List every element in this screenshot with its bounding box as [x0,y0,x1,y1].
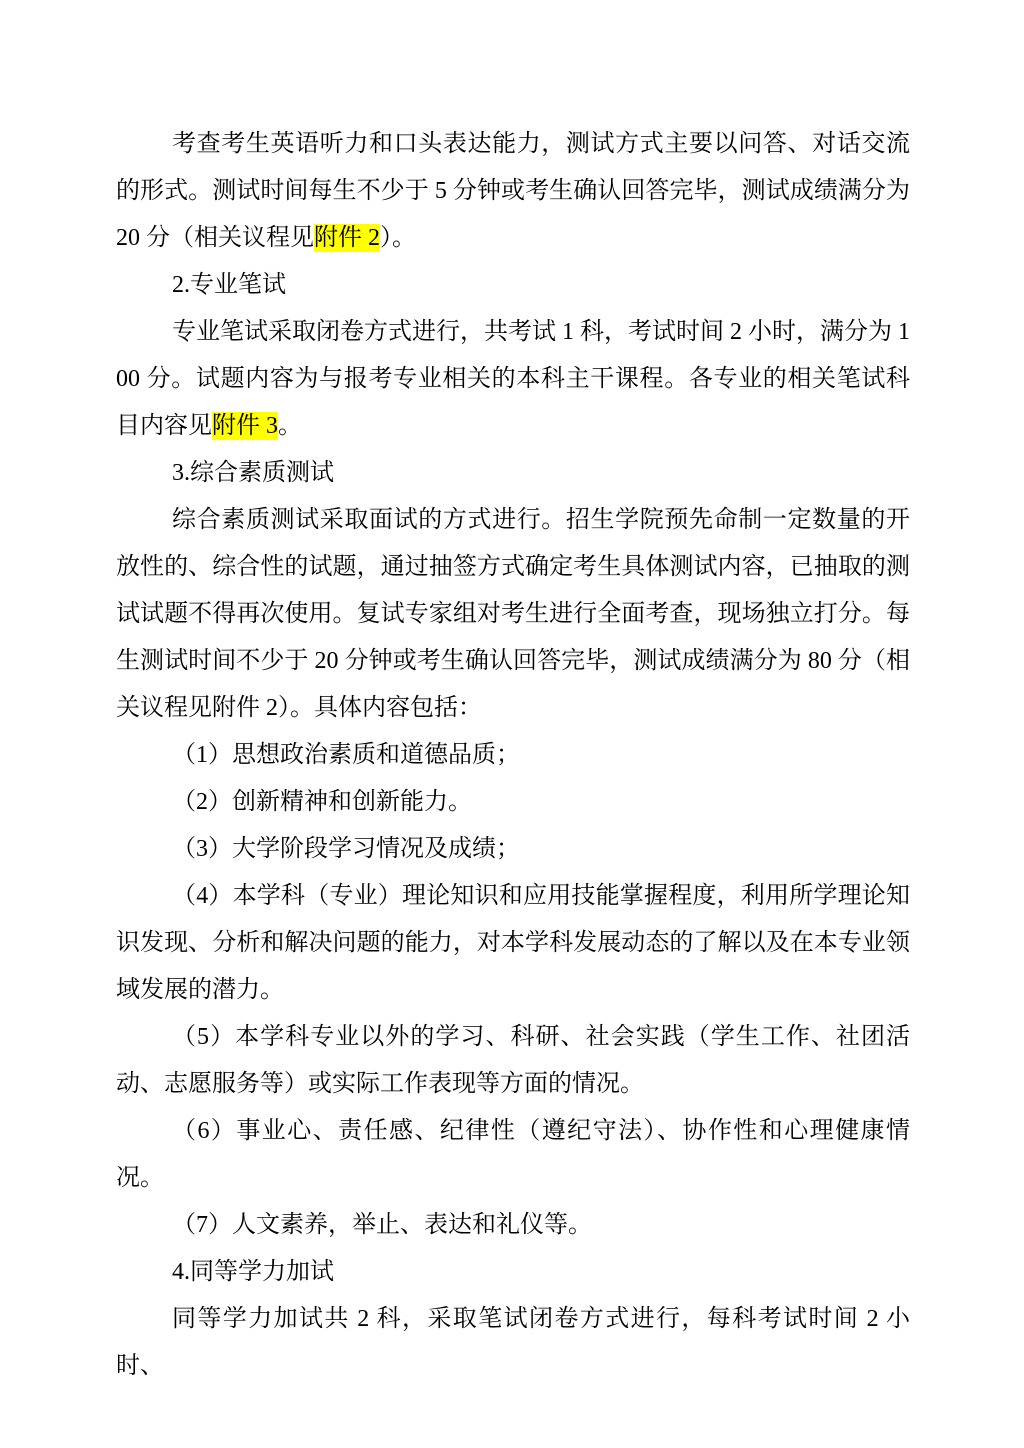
heading-equivalent-test: 4.同等学力加试 [172,1259,334,1285]
paragraph-written-test [116,309,910,450]
paragraph-comprehensive-test: 综合素质测试采取面试的方式进行。招生学院预先命制一定数量的开放性的、综合性的试题，通过抽签方式确定考生具体测试内容，已抽取的测试试题不得再次使用。复试专家组对考生进行全面考查，现场独立打分。每生测试时间不少于 20 分钟或考生确认回答完毕，测试成绩满分为 80 分（相关议程见附件 2）。具体内容包括： [116,507,910,721]
oral-test-text-before: 考查考生英语听力和口头表达能力，测试方式主要以问答、对话交流的形式。测试时间每生不少于 5 分钟或考生确认回答完毕，测试成绩满分为 20 分（相关议程见 [116,131,910,251]
heading-written-test: 2.专业笔试 [172,272,286,298]
paragraph-oral-test [116,121,910,262]
list-item-7: （7）人文素养，举止、表达和礼仪等。 [172,1212,592,1238]
attachment-2-highlight: 附件 2 [314,225,380,251]
list-item-1: （1）思想政治素质和道德品质； [172,742,520,768]
written-test-text-after: 。 [278,413,302,439]
list-item-2: （2）创新精神和创新能力。 [172,789,472,815]
list-item-3: （3）大学阶段学习情况及成绩； [172,836,520,862]
paragraph-equivalent-test: 同等学力加试共 2 科，采取笔试闭卷方式进行，每科考试时间 2 小时、 [116,1306,910,1379]
written-test-text-before: 专业笔试采取闭卷方式进行，共考试 1 科，考试时间 2 小时，满分为 100 分。试题内容为与报考专业相关的本科主干课程。各专业的相关笔试科目内容见 [116,319,910,439]
list-item-4: （4）本学科（专业）理论知识和应用技能掌握程度，利用所学理论知识发现、分析和解决问题的能力，对本学科发展动态的了解以及在本专业领域发展的潜力。 [116,883,910,1003]
oral-test-text-after: ）。 [380,225,416,251]
list-item-5: （5）本学科专业以外的学习、科研、社会实践（学生工作、社团活动、志愿服务等）或实际工作表现等方面的情况。 [116,1024,910,1097]
list-item-6: （6）事业心、责任感、纪律性（遵纪守法）、协作性和心理健康情况。 [116,1118,910,1191]
heading-comprehensive-test: 3.综合素质测试 [172,460,334,486]
attachment-3-highlight: 附件 3 [212,413,278,439]
